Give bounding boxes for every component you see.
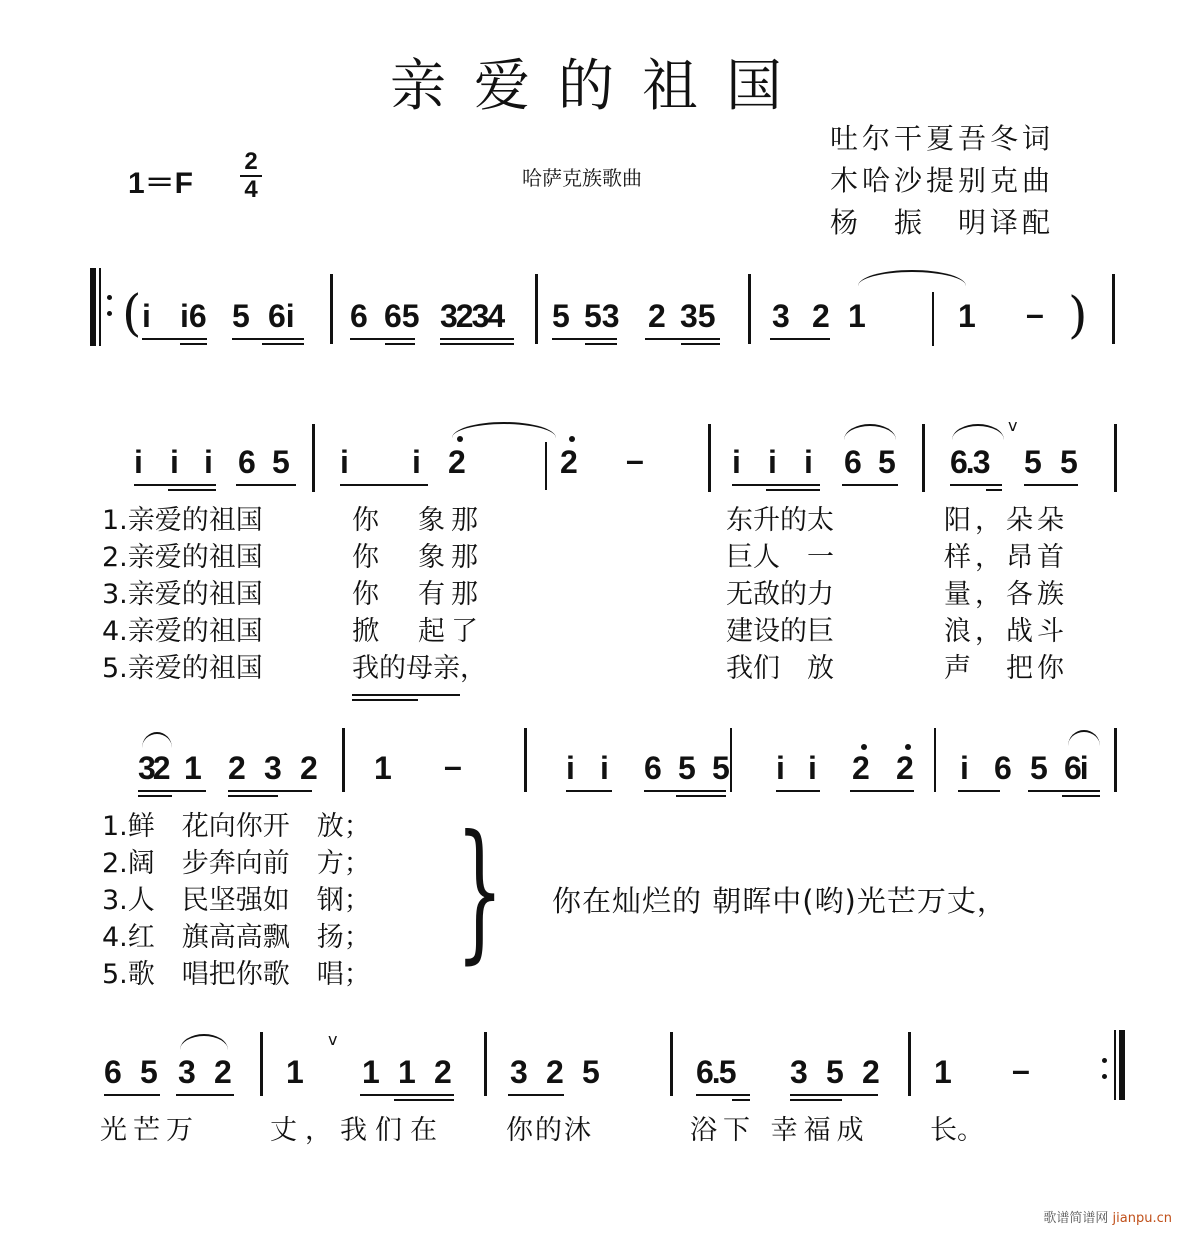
- underline: [766, 489, 820, 491]
- rest-dash: –: [1026, 296, 1044, 332]
- note: 2: [300, 750, 318, 786]
- note: 2: [896, 750, 914, 786]
- time-signature: [240, 150, 262, 202]
- song-origin: 哈萨克族歌曲: [522, 166, 642, 190]
- underline: [1062, 795, 1100, 797]
- note: i: [412, 444, 421, 480]
- underline: [176, 1094, 234, 1096]
- barline: [670, 1032, 673, 1096]
- note: 5: [582, 1054, 600, 1090]
- underline: [394, 1099, 454, 1101]
- note: 6: [644, 750, 662, 786]
- barline: [1114, 728, 1117, 792]
- underline: [776, 790, 820, 792]
- verse-3-part-b: 你 有那: [352, 579, 484, 610]
- note: 1: [398, 1054, 416, 1090]
- underline: [986, 489, 1002, 491]
- verse-2-part-c: 巨人 一: [726, 542, 834, 573]
- verse-4-line: 4.红 旗高高飘 扬；: [102, 922, 371, 953]
- high-octave-dot: [569, 436, 575, 442]
- note: 5: [1030, 750, 1048, 786]
- note: 6.5: [696, 1054, 735, 1090]
- key-signature: 1＝F: [128, 167, 194, 200]
- verse-2-line: 2.亲爱的祖国: [102, 542, 263, 573]
- note: 5: [1060, 444, 1078, 480]
- underline: [696, 1094, 750, 1096]
- verse-5-part-d: 声 把你: [944, 653, 1068, 684]
- underline: [360, 1094, 454, 1096]
- repeat-dot: [107, 311, 112, 316]
- underline: [168, 489, 216, 491]
- verse-4-part-d: 浪，战斗: [944, 616, 1068, 647]
- underline: [552, 338, 617, 340]
- underline: [681, 343, 720, 345]
- note: 5: [1024, 444, 1042, 480]
- watermark: [1043, 1207, 1172, 1226]
- note: i: [776, 750, 785, 786]
- barline: [730, 728, 732, 792]
- close-parenthesis: ): [1068, 286, 1088, 344]
- note: 1: [374, 750, 392, 786]
- verse-2-line: 2.阔 步奔向前 方；: [102, 848, 371, 879]
- barline: [748, 274, 751, 344]
- barline: [922, 424, 925, 492]
- note: 2: [546, 1054, 564, 1090]
- barline: [908, 1032, 911, 1096]
- rest-dash: –: [444, 748, 462, 784]
- underline: [770, 338, 830, 340]
- underline: [352, 694, 460, 696]
- verse-1-line: 1.鲜 花向你开 放；: [102, 811, 371, 842]
- barline: [484, 1032, 487, 1096]
- slur: [142, 732, 172, 748]
- verse-5-part-b: 我的母亲，: [352, 653, 487, 684]
- watermark-text: 歌谱简谱网: [1043, 1211, 1109, 1226]
- watermark-url: jianpu.cn: [1112, 1211, 1172, 1226]
- note: 3: [178, 1054, 196, 1090]
- underline: [842, 484, 898, 486]
- note: i: [768, 444, 777, 480]
- slur: [952, 424, 1004, 440]
- note: i: [204, 444, 213, 480]
- note: 1: [958, 298, 976, 334]
- breath-mark: v: [328, 1030, 338, 1049]
- barline: [934, 728, 936, 792]
- note: 65: [384, 298, 420, 334]
- underline: [790, 1099, 842, 1101]
- underline: [236, 484, 296, 486]
- note: 2: [648, 298, 666, 334]
- note: 2: [434, 1054, 452, 1090]
- repeat-dot: [1102, 1058, 1107, 1063]
- translator-credit: 杨 振 明译配: [830, 206, 1055, 239]
- underline: [340, 484, 428, 486]
- underline: [138, 790, 206, 792]
- note: i: [566, 750, 575, 786]
- note: 2: [862, 1054, 880, 1090]
- note: 3: [772, 298, 790, 334]
- underline: [732, 1099, 750, 1101]
- note: 6: [104, 1054, 122, 1090]
- lyric-segment: 丈，我们在: [270, 1115, 445, 1146]
- underline: [644, 790, 726, 792]
- underline: [645, 338, 720, 340]
- verse-5-line: 5.亲爱的祖国: [102, 653, 263, 684]
- note: 5: [140, 1054, 158, 1090]
- note: 32: [138, 750, 168, 786]
- note: 1: [848, 298, 866, 334]
- note: 1: [934, 1054, 952, 1090]
- note: i: [134, 444, 143, 480]
- barline: [1112, 274, 1115, 344]
- verse-1-part-d: 阳，朵朵: [944, 505, 1068, 536]
- note: 6: [844, 444, 862, 480]
- verse-3-line: 3.人 民坚强如 钢；: [102, 885, 371, 916]
- composer-credit: 木哈沙提别克曲: [830, 164, 1055, 197]
- underline: [790, 1094, 878, 1096]
- underline: [585, 343, 617, 345]
- note: 6: [350, 298, 368, 334]
- tie: [858, 270, 966, 286]
- lyric-segment: 长。: [930, 1115, 984, 1146]
- underline: [958, 790, 1000, 792]
- note: i: [960, 750, 969, 786]
- verse-1-line: 1.亲爱的祖国: [102, 505, 263, 536]
- note: 5: [712, 750, 730, 786]
- underline: [228, 790, 312, 792]
- verse-2-part-b: 你 象那: [352, 542, 484, 573]
- note: 5: [878, 444, 896, 480]
- barline: [932, 292, 934, 346]
- underline: [228, 795, 278, 797]
- barline: [312, 424, 315, 492]
- barline: [708, 424, 711, 492]
- underline: [104, 1094, 160, 1096]
- verse-1-part-c: 东升的太: [726, 505, 834, 536]
- tie: [452, 422, 556, 438]
- underline: [352, 699, 418, 701]
- note: 3234: [440, 298, 504, 334]
- underline: [180, 343, 207, 345]
- underline: [142, 338, 207, 340]
- time-numerator: 2: [244, 148, 258, 175]
- slur: [844, 424, 896, 440]
- repeat-start-thick-bar: [90, 268, 96, 346]
- note: i: [600, 750, 609, 786]
- lyric-segment: 你的沐: [506, 1115, 593, 1146]
- lyric-segment: 光芒万: [100, 1115, 199, 1146]
- note: i: [340, 444, 349, 480]
- barline: [342, 728, 345, 792]
- note: 2: [560, 444, 578, 480]
- note: i: [170, 444, 179, 480]
- repeat-start-thin-bar: [99, 268, 101, 346]
- note: 1: [184, 750, 202, 786]
- high-octave-dot: [861, 744, 867, 750]
- barline: [524, 728, 527, 792]
- note: 1: [362, 1054, 380, 1090]
- underline: [1024, 484, 1078, 486]
- time-denominator: 4: [244, 176, 258, 203]
- note: 2: [228, 750, 246, 786]
- underline: [262, 343, 304, 345]
- verse-3-part-d: 量，各族: [944, 579, 1068, 610]
- underline: [732, 484, 820, 486]
- note: 1: [286, 1054, 304, 1090]
- underline: [138, 795, 172, 797]
- verse-5-line: 5.歌 唱把你歌 唱；: [102, 959, 371, 990]
- barline: [1114, 424, 1117, 492]
- note: i: [804, 444, 813, 480]
- repeat-dot: [1102, 1074, 1107, 1079]
- note: 5: [678, 750, 696, 786]
- verse-2-part-d: 样，昂首: [944, 542, 1068, 573]
- note: 35: [680, 298, 716, 334]
- song-title: 亲爱的祖国: [390, 54, 810, 119]
- note: 2: [852, 750, 870, 786]
- verse-4-part-c: 建设的巨: [726, 616, 834, 647]
- refrain-line: 你在灿烂的 朝晖中(哟)光芒万丈，: [552, 884, 1007, 918]
- note: 3: [790, 1054, 808, 1090]
- underline: [385, 343, 415, 345]
- underline: [1028, 790, 1100, 792]
- underline: [440, 343, 514, 345]
- underline: [440, 338, 514, 340]
- note: 6: [238, 444, 256, 480]
- note: 6i: [268, 298, 295, 334]
- note: i: [808, 750, 817, 786]
- right-brace: }: [455, 804, 504, 978]
- note: 2: [812, 298, 830, 334]
- underline: [134, 484, 216, 486]
- lyric-segment: 浴下 幸福成: [690, 1115, 870, 1146]
- verse-5-part-c: 我们 放: [726, 653, 834, 684]
- lyricist-credit: 吐尔干夏吾冬词: [830, 122, 1055, 155]
- note: 6.3: [950, 444, 989, 480]
- barline: [545, 442, 547, 490]
- open-parenthesis: (: [122, 284, 142, 342]
- underline: [950, 484, 1002, 486]
- verse-3-part-c: 无敌的力: [726, 579, 834, 610]
- note: 2: [448, 444, 466, 480]
- note: i6: [180, 298, 207, 334]
- verse-1-part-b: 你 象那: [352, 505, 484, 536]
- note: 6: [994, 750, 1012, 786]
- note: 5: [552, 298, 570, 334]
- verse-4-line: 4.亲爱的祖国: [102, 616, 263, 647]
- underline: [508, 1094, 564, 1096]
- barline: [330, 274, 333, 344]
- underline: [232, 338, 304, 340]
- verse-3-line: 3.亲爱的祖国: [102, 579, 263, 610]
- note: 3: [264, 750, 282, 786]
- note: 53: [584, 298, 620, 334]
- note: 5: [826, 1054, 844, 1090]
- slur: [180, 1034, 228, 1050]
- rest-dash: –: [626, 442, 644, 478]
- breath-mark: v: [1008, 416, 1018, 435]
- note: 6i: [1064, 750, 1087, 786]
- repeat-end-thin-bar: [1114, 1030, 1116, 1100]
- slur: [1068, 730, 1100, 746]
- repeat-dot: [107, 295, 112, 300]
- note: 3: [510, 1054, 528, 1090]
- high-octave-dot: [905, 744, 911, 750]
- verse-4-part-b: 掀 起了: [352, 616, 484, 647]
- note: 2: [214, 1054, 232, 1090]
- note: 5: [272, 444, 290, 480]
- note: i: [142, 298, 151, 334]
- barline: [535, 274, 538, 344]
- underline: [850, 790, 914, 792]
- barline: [260, 1032, 263, 1096]
- note: i: [732, 444, 741, 480]
- underline: [566, 790, 612, 792]
- note: 5: [232, 298, 250, 334]
- underline: [350, 338, 415, 340]
- repeat-end-thick-bar: [1119, 1030, 1125, 1100]
- credits: [830, 118, 1054, 244]
- rest-dash: –: [1012, 1052, 1030, 1088]
- underline: [676, 795, 726, 797]
